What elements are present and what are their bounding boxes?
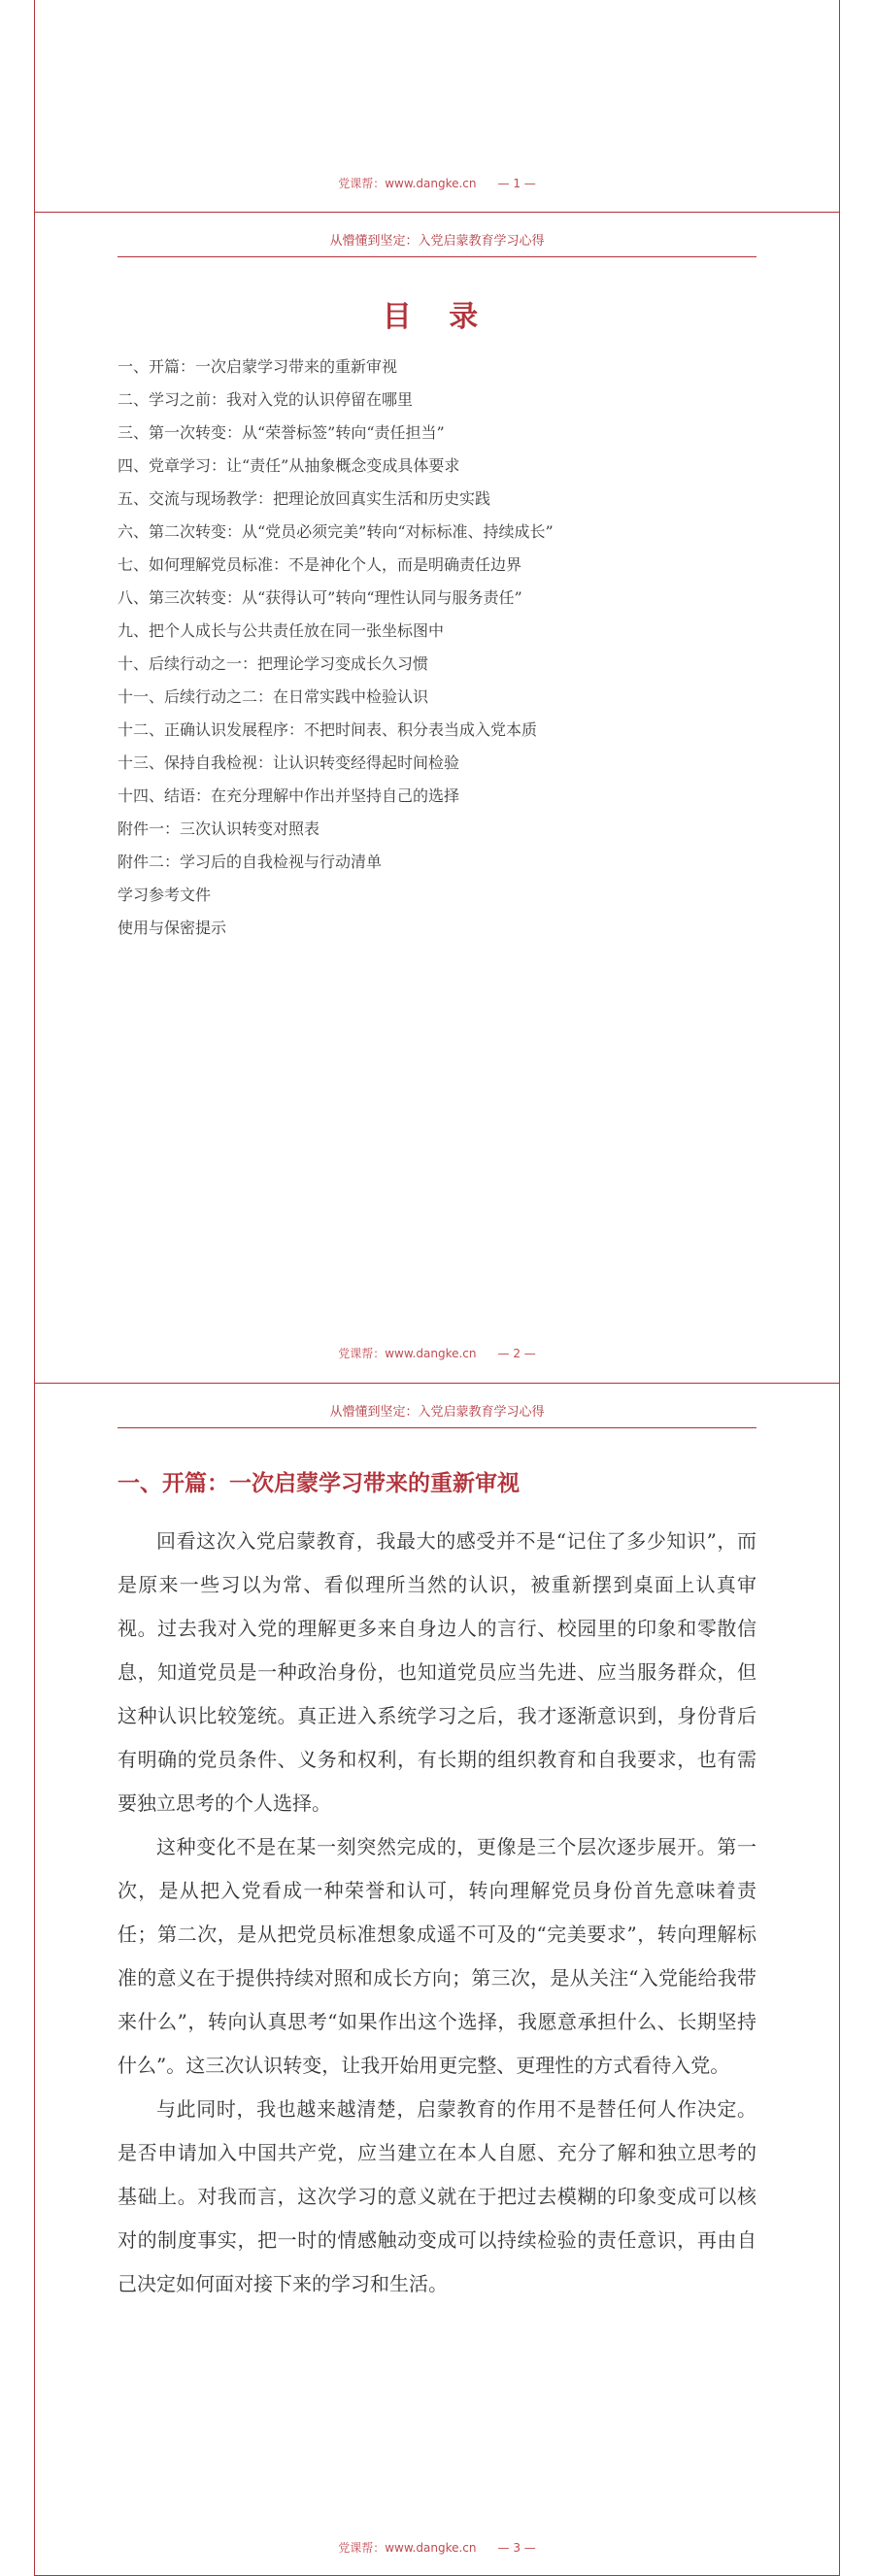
toc-item: 七、如何理解党员标准：不是神化个人，而是明确责任边界 xyxy=(118,555,522,574)
running-header: 从懵懂到坚定：入党启蒙教育学习心得 xyxy=(118,1401,756,1428)
section-body xyxy=(118,1520,756,2306)
footer-site: 党课帮：www.dangke.cn xyxy=(338,2541,477,2555)
running-header: 从懵懂到坚定：入党启蒙教育学习心得 xyxy=(118,230,756,257)
footer-page-number: — 3 — xyxy=(497,2541,536,2555)
toc-title: 目 录 xyxy=(382,300,492,334)
toc-item: 十四、结语：在充分理解中作出并坚持自己的选择 xyxy=(118,786,460,805)
toc-item: 学习参考文件 xyxy=(118,886,212,904)
body-paragraph: 回看这次入党启蒙教育，我最大的感受并不是“记住了多少知识”，而是原来一些习以为常、看似理所当然的认识，被重新摆到桌面上认真审视。过去我对入党的理解更多来自身边人的言行、校园里的印象和零散信息，知道党员是一种政治身份，也知道党员应当先进、应当服务群众，但这种认识比较笼统。真正进入系统学习之后，我才逐渐意识到，身份背后有明确的党员条件、义务和权利，有长期的组织教育和自我要求，也有需要独立思考的个人选择。 xyxy=(118,1529,756,1815)
toc-item: 九、把个人成长与公共责任放在同一张坐标图中 xyxy=(118,621,445,640)
toc-item: 十一、后续行动之二：在日常实践中检验认识 xyxy=(118,687,429,706)
toc-item: 十三、保持自我检视：让认识转变经得起时间检验 xyxy=(118,753,460,772)
toc-item: 八、第三次转变：从“获得认可”转向“理性认同与服务责任” xyxy=(118,588,522,607)
page-3 xyxy=(34,1383,840,2576)
page-footer xyxy=(35,175,839,191)
toc-item: 二、学习之前：我对入党的认识停留在哪里 xyxy=(118,390,414,409)
toc-item: 五、交流与现场教学：把理论放回真实生活和历史实践 xyxy=(118,489,491,508)
page-footer xyxy=(35,2539,839,2556)
toc-item: 四、党章学习：让“责任”从抽象概念变成具体要求 xyxy=(118,456,460,475)
toc-item: 十二、正确认识发展程序：不把时间表、积分表当成入党本质 xyxy=(118,720,538,739)
toc-item: 使用与保密提示 xyxy=(118,919,227,937)
footer-site: 党课帮：www.dangke.cn xyxy=(338,177,477,190)
toc-item: 六、第二次转变：从“党员必须完美”转向“对标标准、持续成长” xyxy=(118,522,554,541)
page-footer xyxy=(35,1345,839,1361)
footer-site: 党课帮：www.dangke.cn xyxy=(338,1347,477,1360)
page-2 xyxy=(34,212,840,1383)
toc-item: 三、第一次转变：从“荣誉标签”转向“责任担当” xyxy=(118,423,445,442)
body-paragraph: 这种变化不是在某一刻突然完成的，更像是三个层次逐步展开。第一次，是从把入党看成一种荣誉和认可，转向理解党员身份首先意味着责任；第二次，是从把党员标准想象成遥不可及的“完美要求”，转向理解标准的意义在于提供持续对照和成长方向；第三次，是从关注“入党能给我带来什么”，转向认真思考“如果作出这个选择，我愿意承担什么、长期坚持什么”。这三次认识转变，让我开始用更完整、更理性的方式看待入党。 xyxy=(118,1835,756,2077)
toc-item: 一、开篇：一次启蒙学习带来的重新审视 xyxy=(118,357,398,376)
toc-item: 附件二：学习后的自我检视与行动清单 xyxy=(118,853,383,871)
toc-item: 附件一：三次认识转变对照表 xyxy=(118,820,320,838)
footer-page-number: — 2 — xyxy=(497,1347,536,1360)
toc-item: 十、后续行动之一：把理论学习变成长久习惯 xyxy=(118,654,429,673)
toc-list xyxy=(118,351,554,945)
page-1 xyxy=(34,0,840,212)
section-heading: 一、开篇：一次启蒙学习带来的重新审视 xyxy=(118,1471,520,1496)
footer-page-number: — 1 — xyxy=(497,177,536,190)
body-paragraph: 与此同时，我也越来越清楚，启蒙教育的作用不是替任何人作决定。是否申请加入中国共产党，应当建立在本人自愿、充分了解和独立思考的基础上。对我而言，这次学习的意义就在于把过去模糊的印象变成可以核对的制度事实，把一时的情感触动变成可以持续检验的责任意识，再由自己决定如何面对接下来的学习和生活。 xyxy=(118,2097,756,2295)
